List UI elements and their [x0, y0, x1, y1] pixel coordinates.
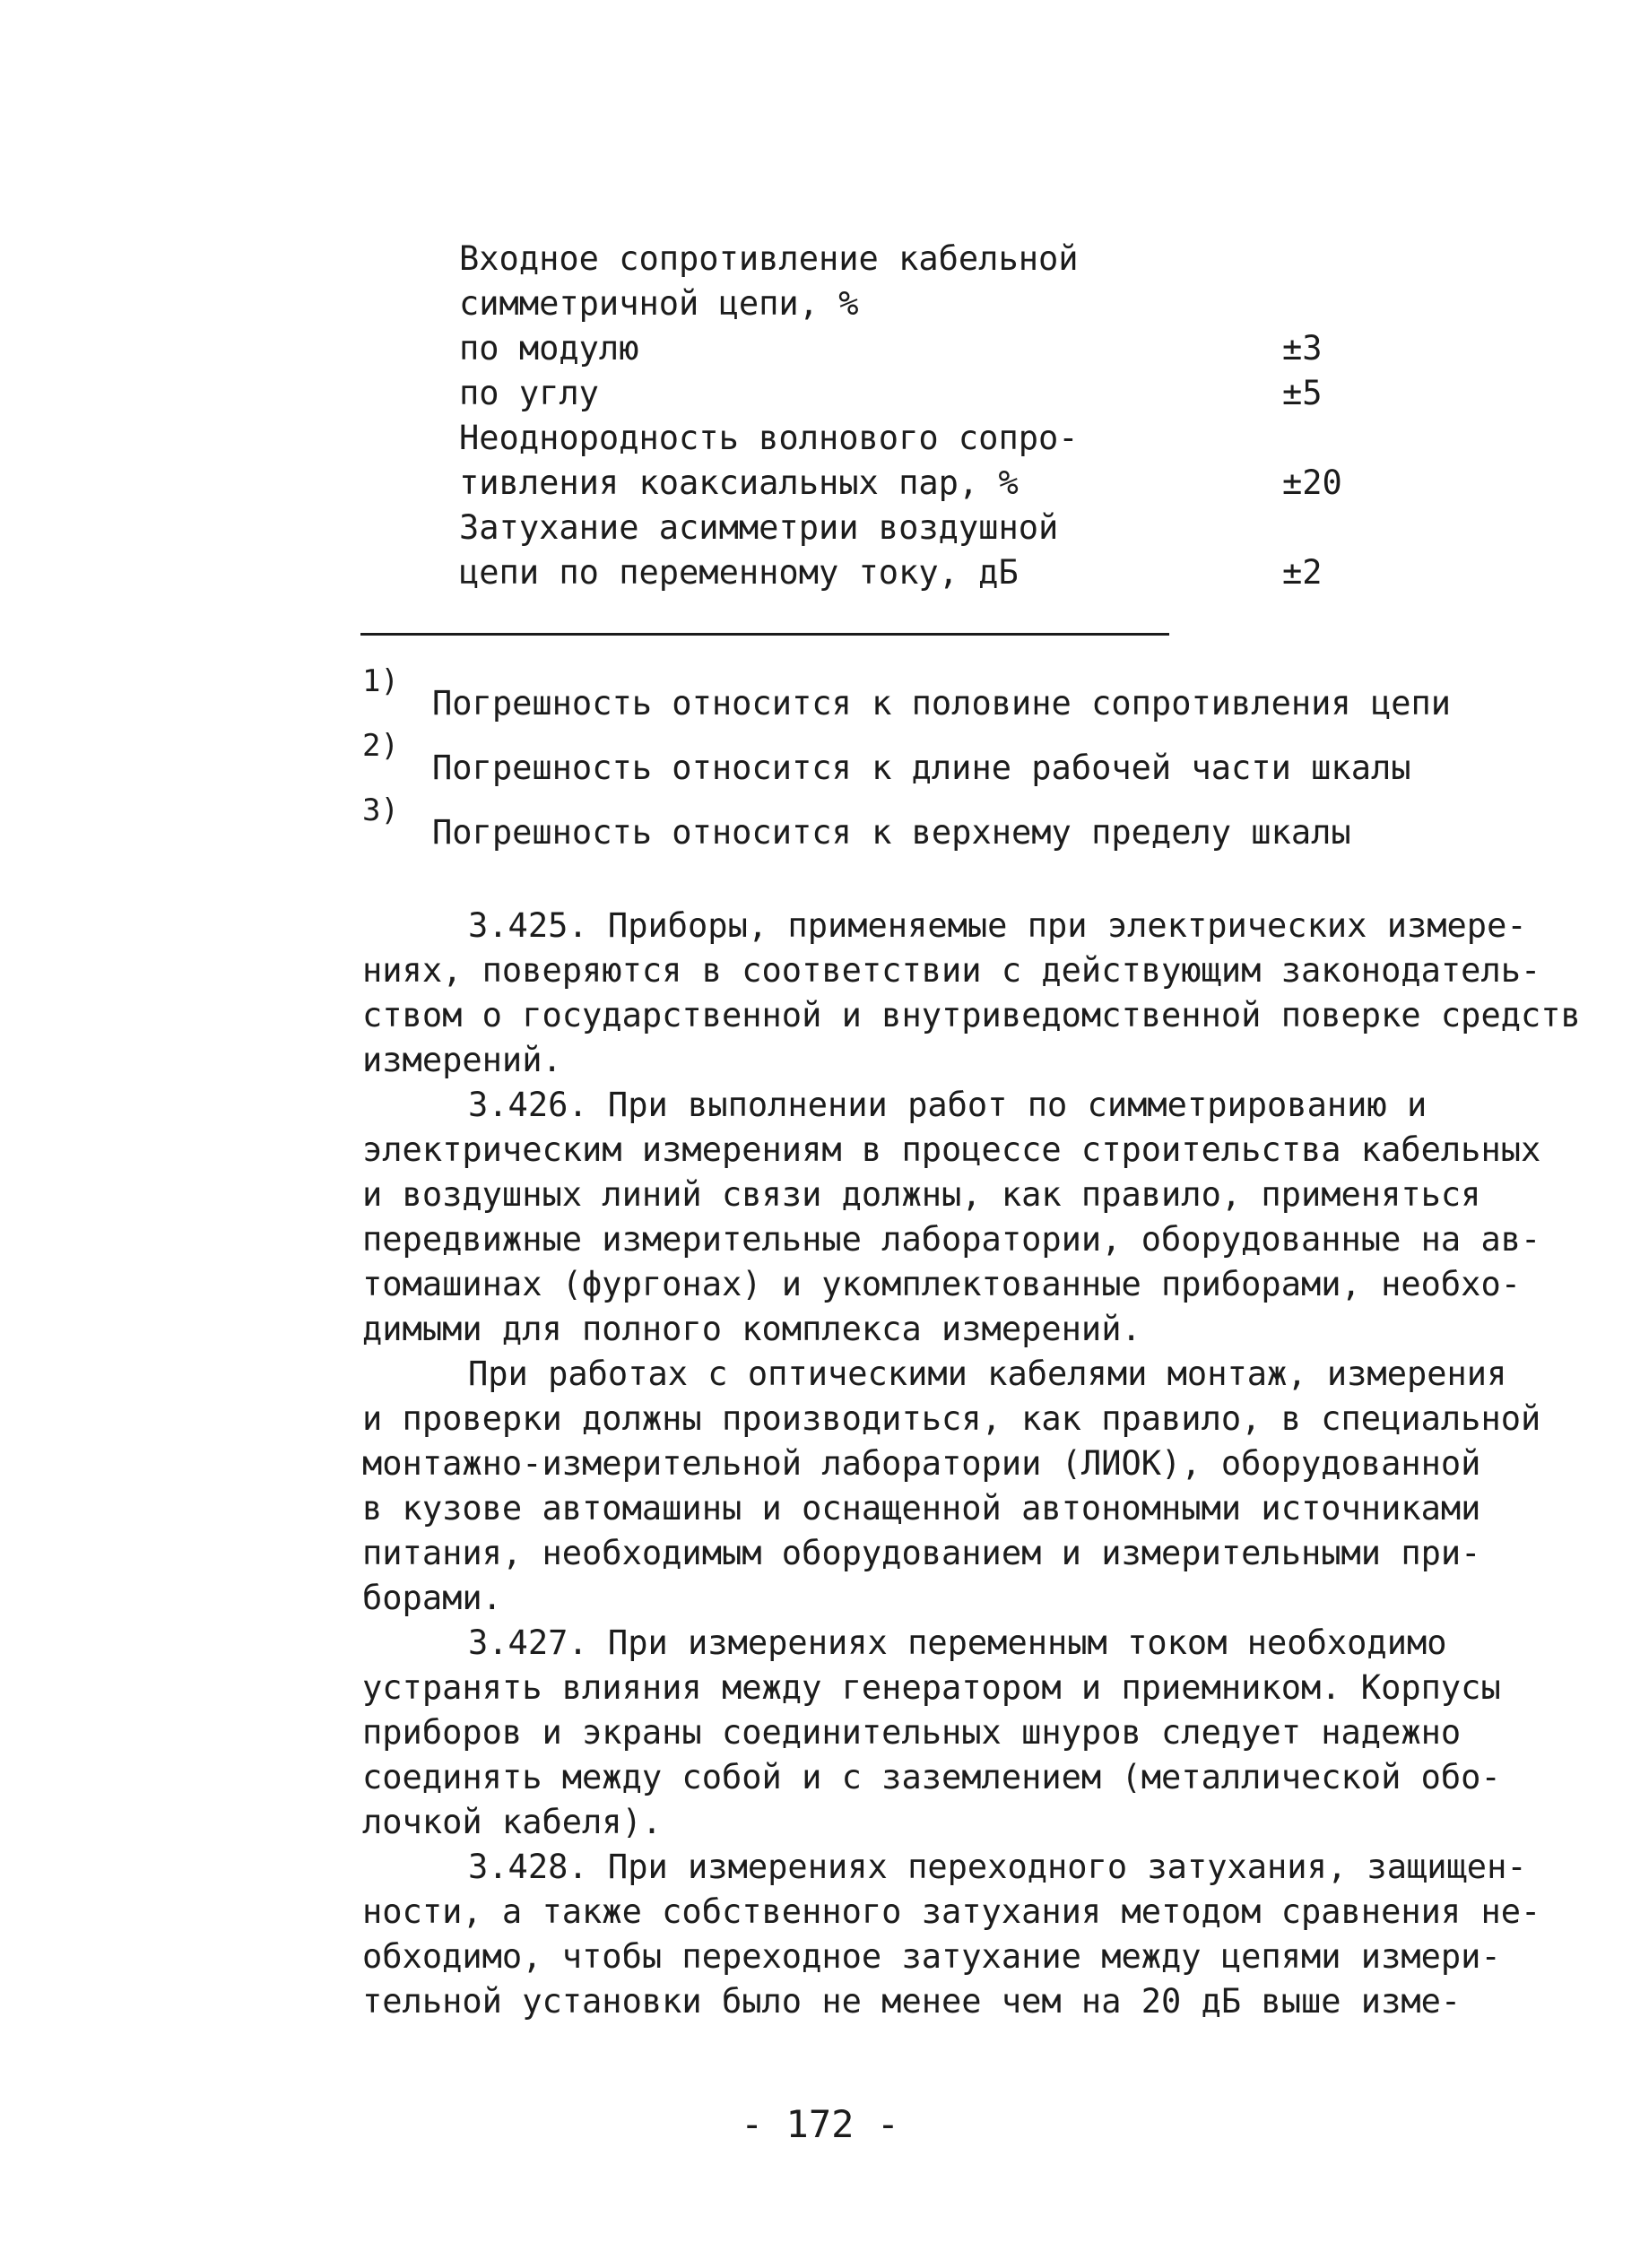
table-row-label: цепи по переменному току, дБ	[459, 553, 1019, 592]
footnote-text: Погрешность относится к половине сопротивления цепи	[432, 684, 1452, 723]
paragraph-line: монтажно-измерительной лаборатории (ЛИОК), оборудованной	[362, 1444, 1481, 1483]
footnote-text: Погрешность относится к верхнему пределу шкалы	[432, 813, 1351, 852]
footnote-text: Погрешность относится к длине рабочей части шкалы	[432, 749, 1411, 787]
table-row-label: по углу	[459, 374, 599, 412]
table-row-label: Входное сопротивление кабельной	[459, 239, 1079, 278]
table-row	[459, 416, 1374, 461]
paragraph-line: передвижные измерительные лаборатории, оборудованные на ав-	[362, 1220, 1541, 1259]
paragraph-line: 3.427. При измерениях переменным током необходимо	[468, 1623, 1447, 1662]
paragraph-line: 3.425. Приборы, применяемые при электрических измере-	[468, 906, 1527, 945]
paragraph-line: и воздушных линий связи должны, как правило, применяться	[362, 1175, 1481, 1214]
paragraph-line: димыми для полного комплекса измерений.	[362, 1310, 1141, 1348]
table-row	[459, 371, 1374, 416]
footnote-separator	[360, 633, 1169, 636]
paragraph-line: питания, необходимым оборудованием и измерительными при-	[362, 1534, 1481, 1572]
table-row	[459, 326, 1374, 371]
paragraph-line: 3.428. При измерениях переходного затухания, защищен-	[468, 1848, 1527, 1886]
paragraph-line: ности, а также собственного затухания методом сравнения не-	[362, 1892, 1541, 1931]
paragraph-line: в кузове автомашины и оснащенной автономными источниками	[362, 1489, 1481, 1528]
table-row-value: ±3	[1282, 329, 1323, 368]
paragraph-line: ством о государственной и внутриведомственной поверке средств	[362, 996, 1581, 1034]
paragraph-line: томашинах (фургонах) и укомплектованные приборами, необхо-	[362, 1265, 1522, 1303]
table-row-label: по модулю	[459, 329, 639, 368]
paragraph-line: борами.	[362, 1579, 502, 1617]
paragraph-line: ниях, поверяются в соответствии с действующим законодатель-	[362, 951, 1541, 990]
paragraph-line: 3.426. При выполнении работ по симметрированию и	[468, 1086, 1427, 1124]
table-row	[459, 237, 1374, 281]
table-row-label: тивления коаксиальных пар, %	[459, 463, 1019, 502]
table-row	[459, 550, 1374, 595]
table-row-value: ±20	[1282, 463, 1342, 502]
table-row	[459, 506, 1374, 550]
table-row-label: Неоднородность волнового сопро-	[459, 419, 1079, 457]
paragraph-line: соединять между собой и с заземлением (металлической обо-	[362, 1758, 1501, 1796]
table-row-label: Затухание асимметрии воздушной	[459, 508, 1059, 547]
paragraph-line: приборов и экраны соединительных шнуров следует надежно	[362, 1713, 1462, 1752]
paragraph-line: обходимо, чтобы переходное затухание между цепями измери-	[362, 1937, 1501, 1976]
footnote-marker: 2)	[362, 728, 399, 764]
paragraph-line: и проверки должны производиться, как правило, в специальной	[362, 1399, 1541, 1438]
paragraph-line: лочкой кабеля).	[362, 1803, 663, 1841]
table-row-label: симметричной цепи, %	[459, 284, 859, 323]
table-row	[459, 461, 1374, 506]
paragraph-line: электрическим измерениям в процессе строительства кабельных	[362, 1130, 1541, 1169]
paragraph-line: При работах с оптическими кабелями монтаж, измерения	[468, 1355, 1507, 1393]
table-row-value: ±2	[1282, 553, 1323, 592]
footnote-marker: 3)	[362, 792, 399, 828]
paragraph-line: устранять влияния между генератором и приемником. Корпусы	[362, 1668, 1501, 1707]
paragraph-line: тельной установки было не менее чем на 20 дБ выше изме-	[362, 1982, 1462, 2021]
footnote-marker: 1)	[362, 663, 399, 699]
page-number: - 172 -	[740, 2102, 899, 2146]
table-row-value: ±5	[1282, 374, 1323, 412]
table-row	[459, 281, 1374, 326]
paragraph-line: измерений.	[362, 1041, 562, 1079]
